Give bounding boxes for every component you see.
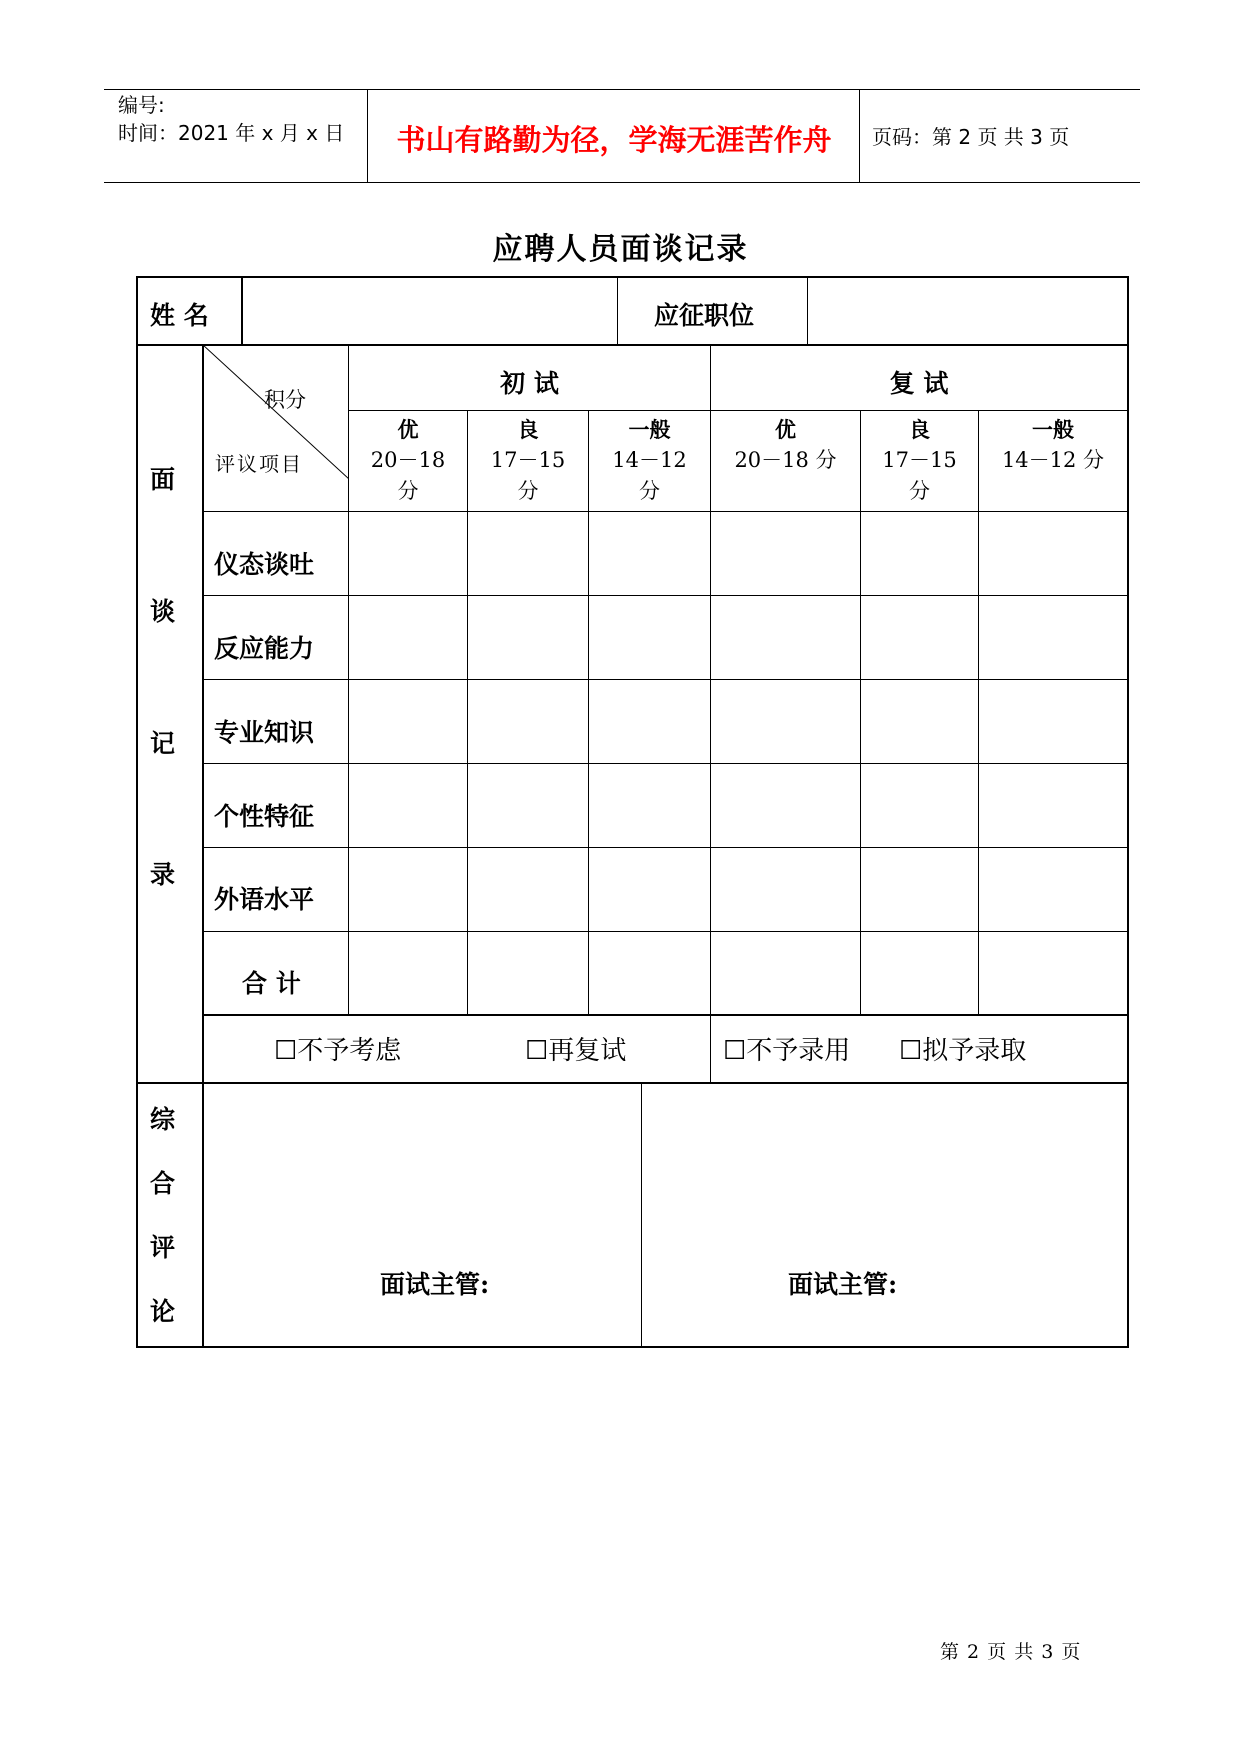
- grid-line: [349, 410, 1128, 411]
- grade-cell-2: [468, 414, 588, 507]
- comment-label-char: 论: [150, 1297, 176, 1326]
- grade-unit: 分: [639, 479, 660, 503]
- item-label: 专业知识: [214, 718, 315, 747]
- grade-unit: 分: [909, 479, 930, 503]
- diag-top-label: 积分: [264, 388, 306, 412]
- supervisor-left-label: 面试主管:: [380, 1270, 490, 1299]
- grade-cell-4: [711, 414, 860, 476]
- grid-line: [617, 277, 618, 346]
- grade-unit: 分: [517, 479, 539, 503]
- name-label: 姓 名: [150, 301, 209, 330]
- item-label: 个性特征: [214, 802, 315, 831]
- grid-line: [203, 511, 1128, 512]
- diag-bottom-label: 评议项目: [215, 452, 303, 476]
- grade-range: 20－18 分: [734, 448, 837, 472]
- section-label-char: 记: [150, 729, 176, 758]
- item-label: 仪态谈吐: [214, 550, 315, 579]
- option-not-hire-checkbox[interactable]: ☐不予录用: [723, 1036, 851, 1066]
- section-label-char: 谈: [150, 597, 176, 626]
- grid-line: [203, 679, 1128, 680]
- item-label: 外语水平: [214, 885, 315, 914]
- grade-cell-6: [979, 414, 1127, 476]
- grade-label: 优: [397, 417, 419, 442]
- section-label-char: 面: [150, 465, 176, 494]
- page-title: 应聘人员面谈记录: [492, 232, 749, 267]
- grid-line: [203, 595, 1128, 596]
- option-retest-checkbox[interactable]: ☐再复试: [525, 1036, 627, 1066]
- grid-line: [203, 1014, 1128, 1016]
- item-label: 反应能力: [214, 634, 315, 663]
- grade-range: 20－18: [370, 448, 446, 472]
- comment-label-char: 合: [150, 1169, 176, 1198]
- name-field[interactable]: [243, 278, 617, 344]
- grid-line: [203, 763, 1128, 764]
- page-footer: 第 2 页 共 3 页: [940, 1641, 1082, 1663]
- grade-range: 14－12: [612, 448, 687, 472]
- grade-label: 优: [775, 417, 796, 442]
- form-border-right: [1127, 276, 1129, 1348]
- serial-label: 编号:: [118, 93, 165, 117]
- form-border-left: [136, 276, 138, 1348]
- time-label: 时间：2021 年 x 月 x 日: [118, 121, 345, 145]
- option-hire-checkbox[interactable]: ☐拟予录取: [899, 1036, 1027, 1066]
- page-info: 页码：第 2 页 共 3 页: [872, 125, 1070, 149]
- grid-line: [978, 411, 979, 1015]
- item-label-total: 合 计: [242, 969, 301, 998]
- grid-line: [641, 1083, 642, 1347]
- grid-line: [203, 847, 1128, 848]
- round1-header: 初 试: [500, 369, 559, 398]
- form-border-bottom: [136, 1346, 1129, 1348]
- grade-label: 良: [517, 417, 539, 442]
- motto-text: 书山有路勤为径，学海无涯苦作舟: [396, 123, 832, 157]
- grid-line: [203, 931, 1128, 932]
- option-reject-checkbox[interactable]: ☐不予考虑: [274, 1036, 402, 1066]
- grade-range: 17－15: [882, 448, 957, 472]
- grade-cell-3: [589, 414, 710, 507]
- supervisor-right-label: 面试主管:: [788, 1270, 898, 1299]
- grade-label: 良: [909, 417, 930, 442]
- comment-label-char: 评: [150, 1233, 176, 1262]
- grade-unit: 分: [397, 479, 419, 503]
- grade-label: 一般: [628, 417, 671, 442]
- position-field[interactable]: [808, 278, 1127, 344]
- grade-range: 14－12 分: [1001, 448, 1105, 472]
- section-label-char: 录: [150, 860, 176, 889]
- grade-range: 17－15: [490, 448, 566, 472]
- diagonal-divider: [203, 345, 349, 511]
- comment-label-char: 综: [150, 1105, 176, 1134]
- grade-cell-5: [861, 414, 978, 507]
- grid-line: [137, 1082, 1128, 1084]
- grade-label: 一般: [1032, 417, 1074, 442]
- position-label: 应征职位: [654, 301, 755, 330]
- grade-cell-1: [349, 414, 467, 507]
- round2-header: 复 试: [889, 369, 949, 398]
